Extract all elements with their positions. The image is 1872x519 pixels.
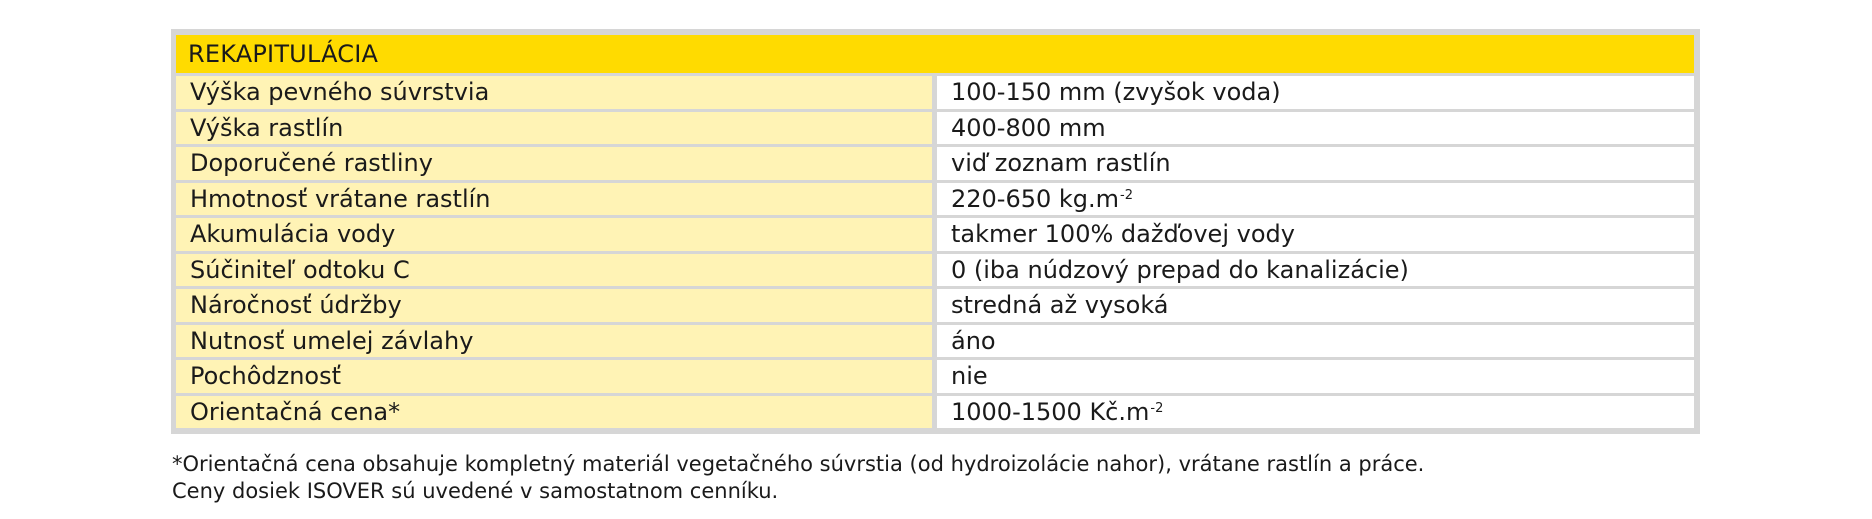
row-value: viď zoznam rastlín: [937, 147, 1694, 180]
table-row: [176, 76, 1700, 109]
table-row: [176, 112, 1700, 145]
footnote-line: Ceny dosiek ISOVER sú uvedené v samostatnom cenníku.: [172, 479, 779, 503]
row-value: 0 (iba núdzový prepad do kanalizácie): [937, 254, 1694, 287]
row-label: Výška pevného súvrstvia: [176, 76, 932, 109]
table-row: [176, 147, 1700, 180]
row-label: Akumulácia vody: [176, 218, 932, 251]
row-label: Nutnosť umelej závlahy: [176, 325, 932, 358]
row-label: Súčiniteľ odtoku C: [176, 254, 932, 287]
table-row: [176, 360, 1700, 393]
footnote-line: *Orientačná cena obsahuje kompletný materiál vegetačného súvrstia (od hydroizolácie nahor), vrátane rastlín a práce.: [172, 452, 1425, 476]
row-value: takmer 100% dažďovej vody: [937, 218, 1694, 251]
row-label: Výška rastlín: [176, 112, 932, 145]
row-label: Náročnosť údržby: [176, 289, 932, 322]
footnote: [172, 451, 1424, 505]
table-row: [176, 218, 1700, 251]
table-row: [176, 289, 1700, 322]
table-row: [176, 254, 1700, 287]
recap-table: [171, 29, 1700, 434]
row-label: Doporučené rastliny: [176, 147, 932, 180]
row-value: nie: [937, 360, 1694, 393]
row-value: 220-650 kg.m $^{-2}$: [937, 183, 1694, 216]
table-row: [176, 183, 1700, 216]
table-row: [176, 396, 1700, 429]
row-value: 400-800 mm: [937, 112, 1694, 145]
table-header: [176, 35, 1694, 73]
row-label: Orientačná cena*: [176, 396, 932, 429]
table-row: [176, 325, 1700, 358]
table-header-title: REKAPITULÁCIA: [188, 40, 379, 68]
row-value: 100-150 mm (zvyšok voda): [937, 76, 1694, 109]
row-value: stredná až vysoká: [937, 289, 1694, 322]
row-label: Hmotnosť vrátane rastlín: [176, 183, 932, 216]
row-label: Pochôdznosť: [176, 360, 932, 393]
row-value: áno: [937, 325, 1694, 358]
row-value: 1000-1500 Kč.m $^{-2}$: [937, 396, 1694, 429]
